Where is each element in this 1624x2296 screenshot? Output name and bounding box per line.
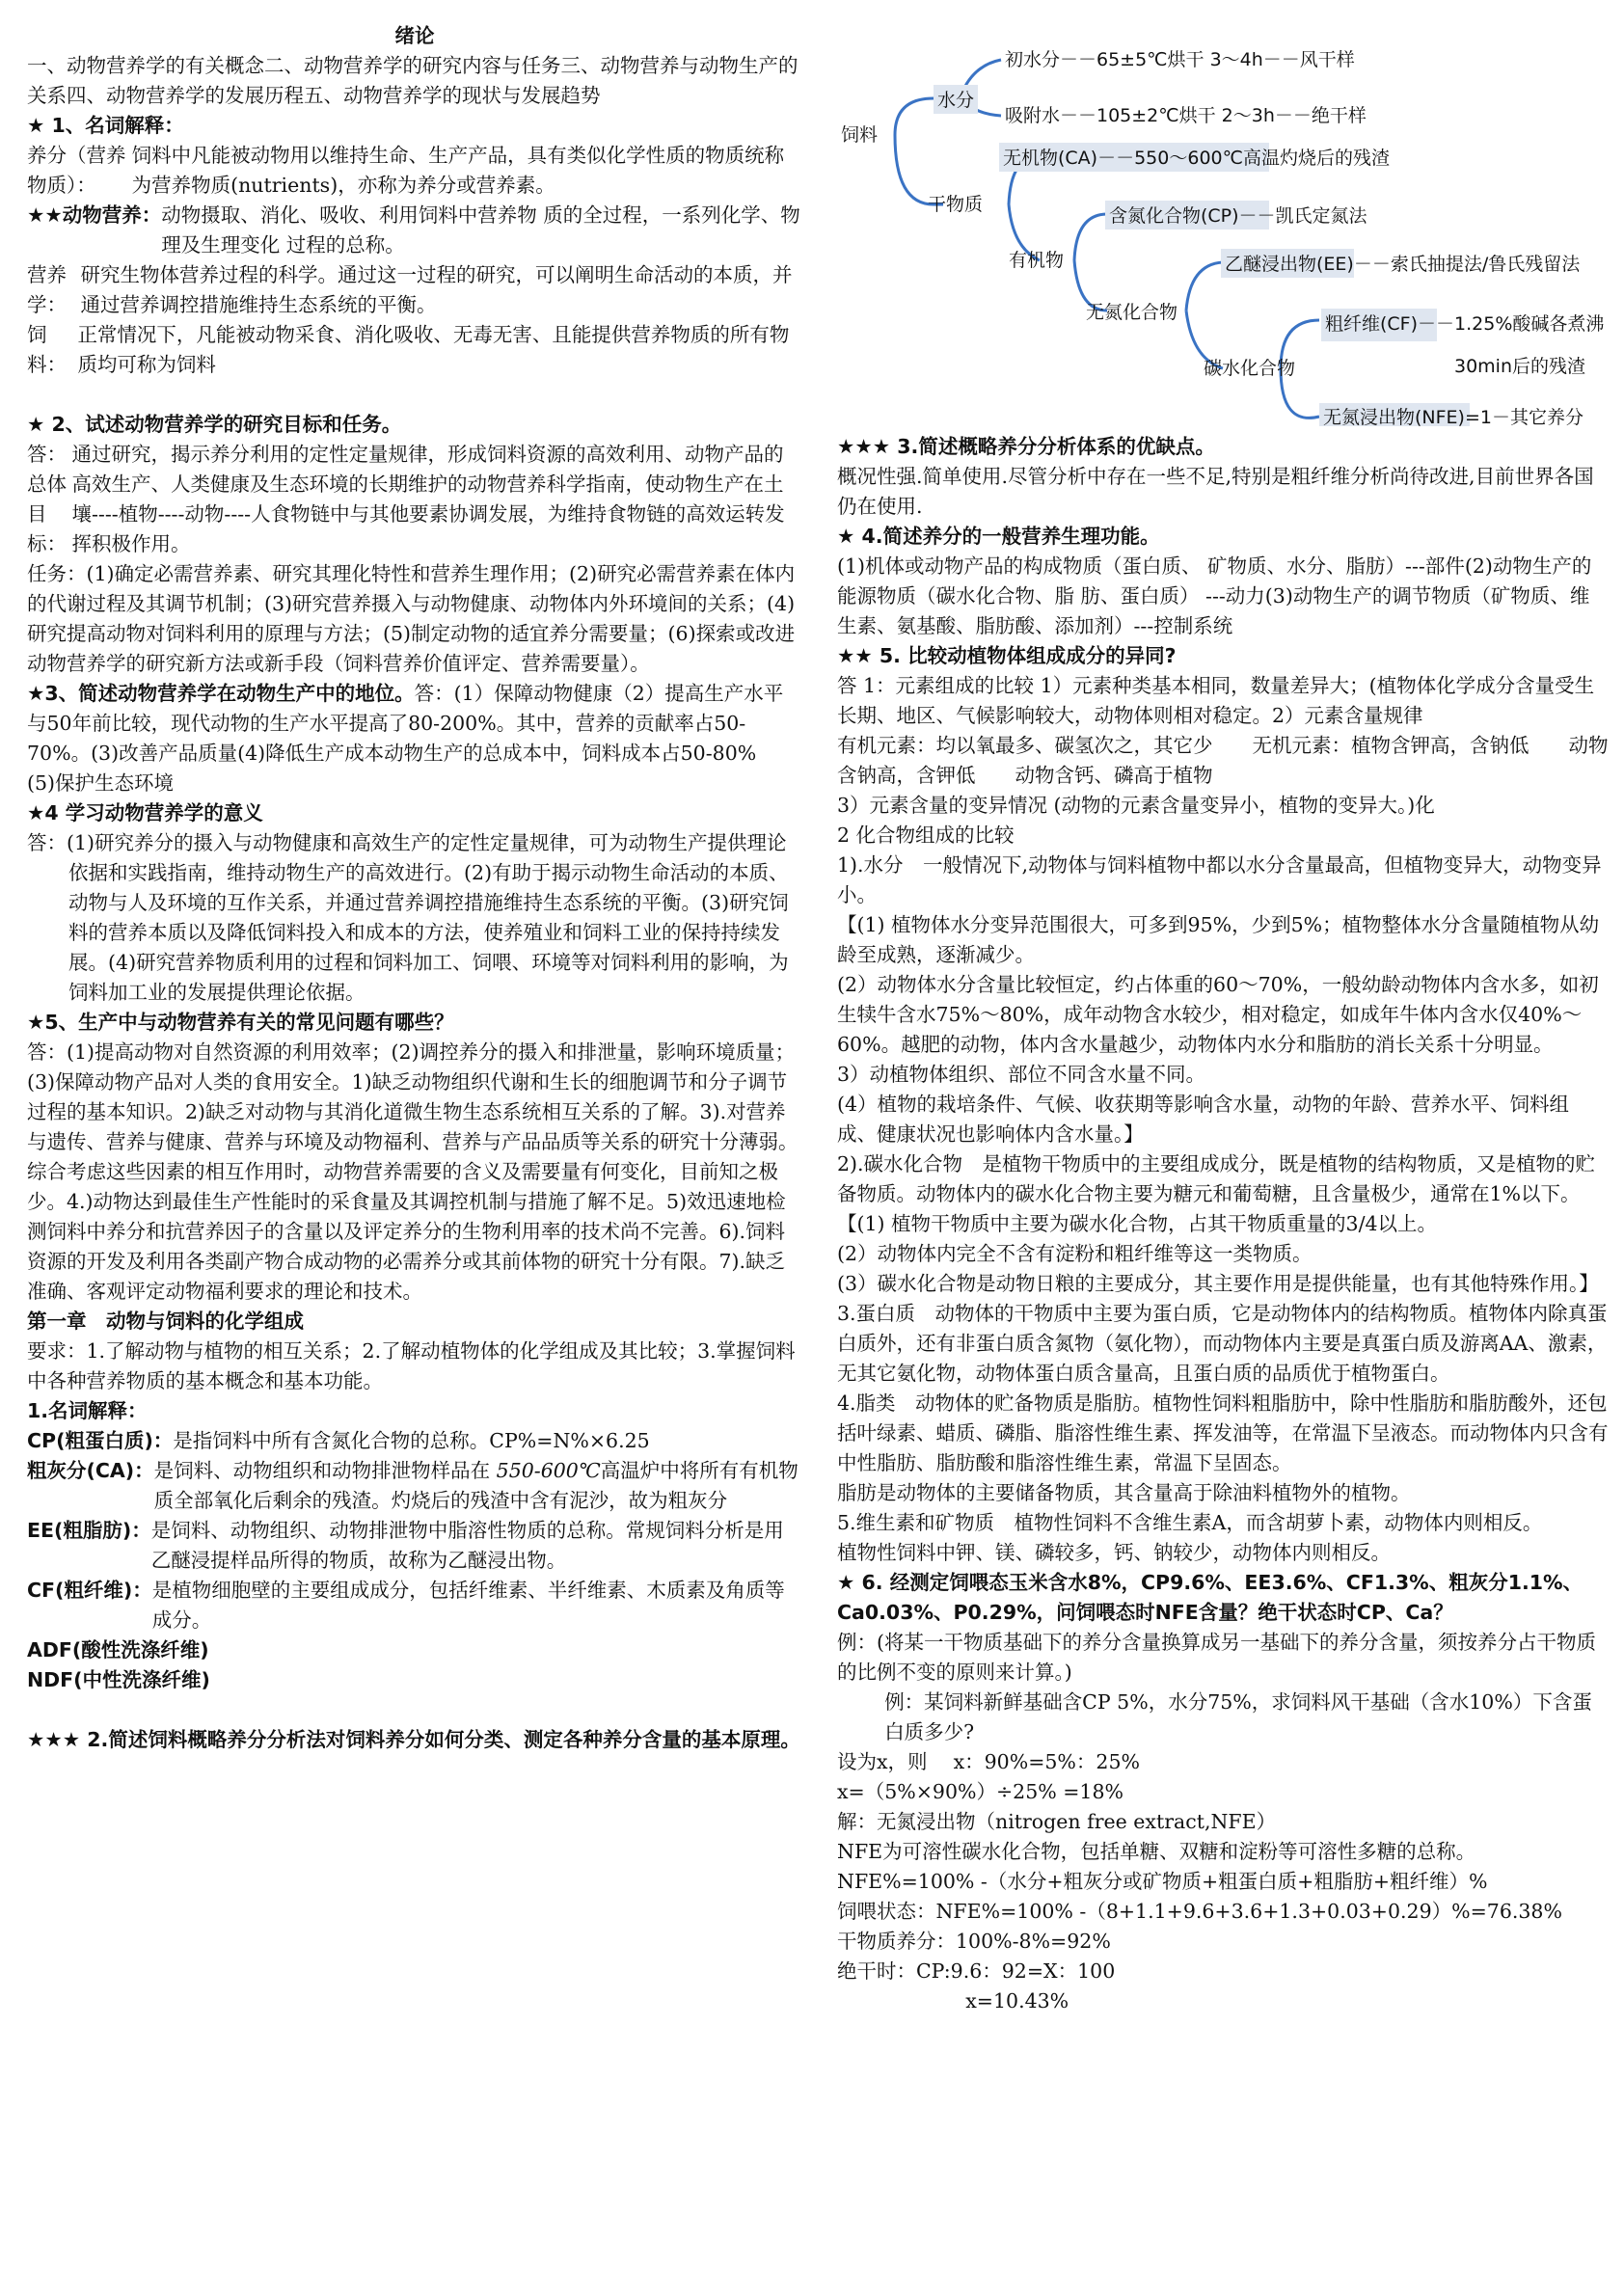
- def-ca-temp: 550-600℃: [496, 1459, 601, 1482]
- def-cf: [27, 1576, 802, 1635]
- q2-goal: [27, 440, 802, 559]
- def-nutriology-text: 研究生物体营养过程的科学。通过这一过程的研究，可以阐明生命活动的本质，并通过营养调控措施维持生态系统的平衡。: [80, 263, 793, 316]
- diagram-cf-label: 粗纤维(CF)－－1.25%酸碱各煮沸: [1325, 313, 1605, 335]
- def-feed-term: 饲料：: [27, 323, 67, 376]
- r-q6-title: ★ 6. 经测定饲喂态玉米含水8%，CP9.6%、EE3.6%、CF1.3%、粗灰分1.1%、Ca0.03%、P0.29%，问饲喂态时NFE含量？绝干状态时CP、Ca？: [837, 1571, 1583, 1624]
- r-q6-line-4: NFE为可溶性碳水化合物，包括单糖、双糖和淀粉等可溶性多糖的总称。: [837, 1840, 1476, 1863]
- left-column: [27, 21, 802, 1755]
- diagram-carb-label: 碳水化合物: [1204, 358, 1296, 379]
- r-carb-2: 【(1) 植物干物质中主要为碳水化合物，占其干物质重量的3/4以上。: [837, 1212, 1438, 1235]
- def-feed: [27, 320, 802, 380]
- def-feed-text: 正常情况下，凡能被动物采食、消化吸收、无毒无害、且能提供营养物质的所有物质均可称为饲料: [77, 323, 790, 376]
- r-q5-a4: 2 化合物组成的比较: [837, 824, 1015, 847]
- r-q6-line-2: x=（5%×90%）÷25% =18%: [837, 1780, 1123, 1803]
- diagram-n-compound-label: 含氮化合物(CP)－－凯氏定氮法: [1109, 205, 1367, 227]
- r-vitamin-2: 植物性饲料中钾、镁、磷较多，钙、钠较少，动物体内则相反。: [837, 1541, 1391, 1564]
- def-nutrient-text: 饲料中凡能被动物用以维持生命、生产产品，具有类似化学性质的物质统称为营养物质(nutrients)，亦称为养分或营养素。: [131, 144, 785, 197]
- r-q3-title: ★★★ 3.简述概略养分分析体系的优缺点。: [837, 435, 1215, 458]
- r-q6-line-7: 干物质养分：100%-8%=92%: [837, 1930, 1111, 1953]
- r-carb-1: 2).碳水化合物 是植物干物质中的主要组成成分，既是植物的结构物质，又是植物的贮备物质。动物体内的碳水化合物主要为糖元和葡萄糖，且含量极少，通常在1%以下。: [837, 1152, 1596, 1205]
- chapter1-requirements: 要求：1.了解动物与植物的相互关系；2.了解动植物体的化学组成及其比较；3.掌握饲料中各种营养物质的基本概念和基本功能。: [27, 1339, 796, 1392]
- q3-body: 答：(1）保障动物健康（2）提高生产水平与50年前比较，现代动物的生产水平提高了80-200%。其中，营养的贡献率占50-70%。(3)改善产品质量(4)降低生产成本动物生产的总成本中，饲料成本占50-80% (5)保护生态环境: [27, 682, 784, 795]
- def-cp: [27, 1426, 802, 1456]
- diagram-inorganic-label: 无机物(CA)－－550～600℃高温灼烧后的残渣: [1003, 148, 1390, 169]
- r-water-1: 1).水分 一般情况下,动物体与饲料植物中都以水分含量最高，但植物变异大，动物变异小。: [837, 853, 1602, 906]
- r-q5-a2: 有机元素：均以氧最多、碳氢次之，其它少 无机元素：植物含钾高，含钠低 动物含钠高，含钾低 动物含钙、磷高于植物: [837, 734, 1609, 787]
- q4-title: ★4 学习动物营养学的意义: [27, 801, 263, 824]
- r-q5-a3: 3）元素含量的变异情况 (动物的元素含量变异小，植物的变异大。)化: [837, 794, 1435, 817]
- term-adf: ADF(酸性洗涤纤维): [27, 1638, 209, 1661]
- def-ee: [27, 1516, 802, 1576]
- left-last-question: ★★★ 2.简述饲料概略养分分析法对饲料养分如何分类、测定各种养分含量的基本原理。: [27, 1728, 800, 1751]
- q4-body: 答：(1)研究养分的摄入与动物健康和高效生产的定性定量规律，可为动物生产提供理论依据和实践指南，维持动物生产的高效进行。(2)有助于揭示动物生命活动的本质、动物与人及环境的互作关系，并通过营养调控措施维持生态系统的平衡。(3)研究饲料的营养本质以及降低饲料投入和成本的方法，使养殖业和饲料工业的保持持续发展。(4)研究营养物质利用的过程和饲料加工、饲喂、环境等对饲料利用的影响，为饲料加工业的发展提供理论依据。: [27, 831, 789, 1004]
- bracket-non-n: [1186, 262, 1223, 368]
- q3-block: [27, 679, 802, 798]
- r-q6-line-8: 绝干时：CP:9.6：92=X：100: [837, 1959, 1116, 1983]
- r-q3-body: 概况性强.简单使用.尽管分析中存在一些不足,特别是粗纤维分析尚待改进,目前世界各国仍在使用.: [837, 465, 1594, 518]
- q3-title: ★3、简述动物营养学在动物生产中的地位。: [27, 682, 415, 705]
- r-q6-example-2: 例：某饲料新鲜基础含CP 5%，水分75%，求饲料风干基础（含水10%）下含蛋白质多少?: [884, 1690, 1592, 1743]
- r-q6-line-3: 解：无氮浸出物（nitrogen free extract,NFE）: [837, 1810, 1277, 1833]
- diagram-bound-water-label: 吸附水－－105±2℃烘干 2～3h－－绝干样: [1005, 105, 1367, 126]
- def-ee-text: 是饲料、动物组织、动物排泄物中脂溶性物质的总称。常规饲料分析是用乙醚浸提样品所得的物质，故称为乙醚浸出物。: [150, 1519, 784, 1572]
- def-nutriology: [27, 260, 802, 320]
- def-nutrient-term: 养分（营养物质）：: [27, 144, 126, 197]
- bracket-feed: [895, 98, 943, 204]
- q2-title: ★ 2、试述动物营养学的研究目标和任务。: [27, 413, 402, 436]
- def-cf-term: CF(粗纤维)：: [27, 1579, 152, 1602]
- r-q6-line-9: x=10.43%: [965, 1989, 1069, 2012]
- bracket-dry-matter: [1009, 156, 1040, 260]
- diagram-dry-matter-label: 干物质: [928, 194, 984, 215]
- r-q4-title: ★ 4.简述养分的一般营养生理功能。: [837, 525, 1160, 548]
- def-ca: [27, 1456, 802, 1516]
- r-protein: 3.蛋白质 动物体的干物质中主要为蛋白质，它是动物体内的结构物质。植物体内除真蛋白质外，还有非蛋白质含氮物（氨化物），而动物体内主要是真蛋白质及游离AA、激素，无其它氨化物，动物体蛋白质含量高，且蛋白质的品质优于植物蛋白。: [837, 1302, 1608, 1385]
- def-animal-nutrition-term: ★★动物营养：: [27, 203, 162, 227]
- r-q6-line-6: 饲喂状态：NFE%=100% -（8+1.1+9.6+3.6+1.3+0.03+0.29）%=76.38%: [837, 1900, 1562, 1923]
- q2-goal-text: 通过研究，揭示养分利用的定性定量规律，形成饲料资源的高效利用、动物产品的高效生产、人类健康及生态环境的长期维护的动物营养科学指南，使动物生产在土壤----植物----动物----人食物链中与其他要素协调发展，为维持食物链的高效运转发挥积极作用。: [71, 443, 785, 555]
- r-fat-2: 脂肪是动物体的主要储备物质，其含量高于除油料植物外的植物。: [837, 1481, 1411, 1504]
- chapter1-terms-title: 1.名词解释：: [27, 1399, 148, 1422]
- r-vitamin: 5.维生素和矿物质 植物性饲料不含维生素A，而含胡萝卜素，动物体内则相反。: [837, 1511, 1543, 1534]
- chapter1-title: 第一章 动物与饲料的化学组成: [27, 1310, 304, 1333]
- def-cp-term: CP(粗蛋白质)：: [27, 1429, 174, 1452]
- def-ca-text: [154, 1456, 802, 1516]
- right-column: [837, 21, 1609, 2016]
- diagram-cf-label-2: 30min后的残渣: [1454, 356, 1586, 377]
- diagram-water-label: 水分: [937, 90, 975, 111]
- r-fat: 4.脂类 动物体的贮备物质是脂肪。植物性饲料粗脂肪中，除中性脂肪和脂肪酸外，还包括叶绿素、蜡质、磷脂、脂溶性维生素、挥发油等，在常温下呈液态。而动物体内只含有中性脂肪、脂肪酸和脂溶性维生素，常温下呈固态。: [837, 1391, 1609, 1474]
- q5-body: 答：(1)提高动物对自然资源的利用效率；(2)调控养分的摄入和排泄量，影响环境质量；(3)保障动物产品对人类的食用安全。1)缺乏动物组织代谢和生长的细胞调节和分子调节过程的基本知识。2)缺乏对动物与其消化道微生物生态系统相互关系的了解。3).对营养与遗传、营养与健康、营养与环境及动物福利、营养与产品品质等关系的研究十分薄弱。综合考虑这些因素的相互作用时，动物营养需要的含义及需要量有何变化，目前知之极少。4.)动物达到最佳生产性能时的采食量及其调控机制与措施了解不足。5)效迅速地检测饲料中养分和抗营养因子的含量以及评定养分的生物利用率的技术尚不完善。6).饲料资源的开发及利用各类副产物合成动物的必需养分或其前体物的研究十分有限。7).缺乏准确、客观评定动物福利要求的理论和技术。: [27, 1040, 798, 1303]
- r-q5-a1: 答 1：元素组成的比较 1）元素种类基本相同，数量差异大；(植物体化学成分含量受生长期、地区、气候影响较大，动物体则相对稳定。2）元素含量规律: [837, 674, 1595, 727]
- intro-outline: 一、动物营养学的有关概念二、动物营养学的研究内容与任务三、动物营养与动物生产的关系四、动物营养学的发展历程五、动物营养学的现状与发展趋势: [27, 54, 798, 107]
- def-nutrient: [27, 141, 802, 201]
- def-animal-nutrition: [27, 201, 802, 260]
- def-nutriology-term: 营养学：: [27, 263, 67, 316]
- diagram-organic-label: 有机物: [1009, 250, 1065, 271]
- r-water-3: (2）动物体水分含量比较恒定，约占体重的60～70%，一般幼龄动物体内含水多，如初生犊牛含水75%～80%，成年动物含水较少，相对稳定，如成年牛体内含水仅40%～60%。越肥的动物，体内含水量越少，动物体内水分和脂肪的消长关系十分明显。: [837, 973, 1599, 1056]
- term-ndf: NDF(中性洗涤纤维): [27, 1668, 210, 1691]
- bracket-organic: [1074, 214, 1107, 311]
- q1-title: ★ 1、名词解释：: [27, 114, 184, 137]
- r-water-5: (4）植物的栽培条件、气候、收获期等影响含水量，动物的年龄、营养水平、饲料组成、健康状况也影响体内含水量。】: [837, 1093, 1570, 1146]
- diagram-non-n-label: 无氮化合物: [1086, 302, 1178, 323]
- q2-goal-prefix: 答：总体目标：: [27, 443, 67, 555]
- diagram-free-water-label: 初水分－－65±5℃烘干 3～4h－－风干样: [1005, 49, 1355, 70]
- diagram-ee-label: 乙醚浸出物(EE)－－索氏抽提法/鲁氏残留法: [1225, 254, 1581, 275]
- def-animal-nutrition-text: 动物摄取、消化、吸收、利用饲料中营养物 质的全过程，一系列化学、物理及生理变化 过程的总称。: [161, 203, 800, 257]
- r-carb-4: (3）碳水化合物是动物日粮的主要成分，其主要作用是提供能量，也有其他特殊作用。】: [837, 1272, 1599, 1295]
- r-water-2: 【(1) 植物体水分变异范围很大，可多到95%，少到5%；植物整体水分含量随植物从幼龄至成熟，逐渐减少。: [837, 913, 1600, 966]
- feed-composition-diagram: [837, 21, 1609, 426]
- q5-title: ★5、生产中与动物营养有关的常见问题有哪些？: [27, 1011, 454, 1034]
- intro-title: 绪论: [394, 24, 435, 47]
- r-q4-body: (1)机体或动物产品的构成物质（蛋白质、 矿物质、水分、脂肪）---部件(2)动物生产的能源物质（碳水化合物、脂 肪、蛋白质） ---动力(3)动物生产的调节物质（矿物质、维生素、氨基酸、脂肪酸、添加剂）---控制系统: [837, 554, 1592, 637]
- diagram-nfe-label: 无氮浸出物(NFE)=1－其它养分: [1323, 407, 1583, 428]
- def-cp-text: 是指饲料中所有含氮化合物的总称。CP%=N%×6.25: [173, 1429, 650, 1452]
- r-q6-example: 例：(将某一干物质基础下的养分含量换算成另一基础下的养分含量，须按养分占干物质的比例不变的原则来计算。): [837, 1631, 1596, 1684]
- diagram-feed-label: 饲料: [841, 124, 879, 146]
- r-water-4: 3）动植物体组织、部位不同含水量不同。: [837, 1063, 1206, 1086]
- def-ee-term: EE(粗脂肪)：: [27, 1519, 151, 1542]
- r-carb-3: (2）动物体内完全不含有淀粉和粗纤维等这一类物质。: [837, 1242, 1313, 1265]
- def-cf-text: 是植物细胞壁的主要组成成分，包括纤维素、半纤维素、木质素及角质等成分。: [151, 1579, 785, 1632]
- def-ca-term: 粗灰分(CA)：: [27, 1459, 154, 1482]
- r-q6-line-5: NFE%=100% -（水分+粗灰分或矿物质+粗蛋白质+粗脂肪+粗纤维）%: [837, 1870, 1488, 1893]
- r-q6-line-1: 设为x，则 x：90%=5%：25%: [837, 1750, 1140, 1773]
- def-ca-text-pre: 是饲料、动物组织和动物排泄物样品在: [153, 1459, 497, 1482]
- r-q5-title: ★★ 5. 比较动植物体组成成分的异同?: [837, 644, 1177, 667]
- def-ca-text-post: 高温炉中将所有有机物质全部氧化后剩余的残渣。灼烧后的残渣中含有泥沙，故为粗灰分: [153, 1459, 798, 1512]
- q2-tasks: 任务：(1)确定必需营养素、研究其理化特性和营养生理作用；(2)研究必需营养素在体内的代谢过程及其调节机制；(3)研究营养摄入与动物健康、动物体内外环境间的关系；(4)研究提高动物对饲料利用的原理与方法；(5)制定动物的适宜养分需要量；(6)探索或改进动物营养学的研究新方法或新手段（饲料营养价值评定、营养需要量）。: [27, 562, 796, 675]
